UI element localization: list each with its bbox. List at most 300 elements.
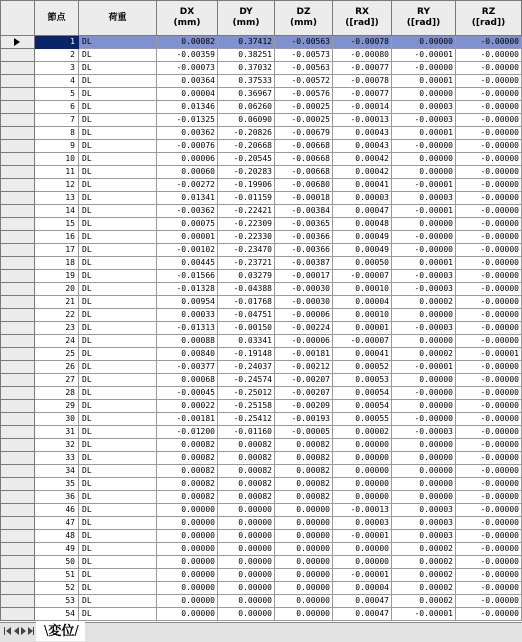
cell-load[interactable]: DL xyxy=(79,374,157,387)
row-header[interactable] xyxy=(1,140,35,153)
cell-rx[interactable]: -0.00078 xyxy=(333,75,392,88)
cell-rx[interactable]: -0.00077 xyxy=(333,62,392,75)
row-header[interactable] xyxy=(1,413,35,426)
cell-rx[interactable]: 0.00054 xyxy=(333,387,392,400)
row-header[interactable] xyxy=(1,465,35,478)
row-header[interactable] xyxy=(1,88,35,101)
row-header[interactable] xyxy=(1,322,35,335)
cell-dx[interactable]: 0.00000 xyxy=(157,595,218,608)
cell-dy[interactable]: 0.00082 xyxy=(218,439,275,452)
cell-load[interactable]: DL xyxy=(79,517,157,530)
table-row[interactable] xyxy=(1,387,522,400)
cell-dy[interactable]: -0.23470 xyxy=(218,244,275,257)
cell-dy[interactable]: -0.01159 xyxy=(218,192,275,205)
cell-dy[interactable]: 0.00082 xyxy=(218,452,275,465)
cell-dz[interactable]: 0.00000 xyxy=(275,556,333,569)
cell-rx[interactable]: 0.00004 xyxy=(333,296,392,309)
cell-ry[interactable]: 0.00000 xyxy=(392,36,456,49)
cell-node[interactable]: 28 xyxy=(35,387,79,400)
cell-ry[interactable]: 0.00000 xyxy=(392,491,456,504)
table-row[interactable] xyxy=(1,374,522,387)
cell-dz[interactable]: -0.00668 xyxy=(275,166,333,179)
row-header[interactable] xyxy=(1,335,35,348)
row-header[interactable] xyxy=(1,504,35,517)
cell-node[interactable]: 18 xyxy=(35,257,79,270)
cell-rz[interactable]: -0.00000 xyxy=(456,608,522,621)
cell-dx[interactable]: -0.00377 xyxy=(157,361,218,374)
cell-dx[interactable]: 0.00006 xyxy=(157,153,218,166)
cell-dx[interactable]: 0.00082 xyxy=(157,36,218,49)
cell-ry[interactable]: 0.00000 xyxy=(392,400,456,413)
cell-node[interactable]: 46 xyxy=(35,504,79,517)
cell-load[interactable]: DL xyxy=(79,166,157,179)
cell-ry[interactable]: 0.00000 xyxy=(392,166,456,179)
cell-dx[interactable]: 0.00000 xyxy=(157,543,218,556)
cell-rx[interactable]: 0.00010 xyxy=(333,309,392,322)
cell-rx[interactable]: 0.00049 xyxy=(333,231,392,244)
cell-node[interactable]: 22 xyxy=(35,309,79,322)
cell-rz[interactable]: -0.00000 xyxy=(456,140,522,153)
cell-ry[interactable]: 0.00000 xyxy=(392,153,456,166)
cell-load[interactable]: DL xyxy=(79,543,157,556)
cell-rz[interactable]: -0.00000 xyxy=(456,322,522,335)
table-row[interactable] xyxy=(1,166,522,179)
cell-rx[interactable]: -0.00001 xyxy=(333,530,392,543)
cell-rx[interactable]: -0.00014 xyxy=(333,101,392,114)
cell-load[interactable]: DL xyxy=(79,556,157,569)
table-row[interactable] xyxy=(1,75,522,88)
table-row[interactable] xyxy=(1,465,522,478)
table-row[interactable] xyxy=(1,114,522,127)
cell-rz[interactable]: -0.00000 xyxy=(456,413,522,426)
first-sheet-icon[interactable] xyxy=(6,627,11,635)
cell-rx[interactable]: 0.00042 xyxy=(333,153,392,166)
cell-ry[interactable]: 0.00000 xyxy=(392,335,456,348)
cell-dz[interactable]: -0.00207 xyxy=(275,387,333,400)
cell-node[interactable]: 27 xyxy=(35,374,79,387)
cell-dy[interactable]: 0.00000 xyxy=(218,504,275,517)
cell-rz[interactable]: -0.00000 xyxy=(456,231,522,244)
cell-dy[interactable]: -0.24574 xyxy=(218,374,275,387)
table-row[interactable] xyxy=(1,452,522,465)
cell-node[interactable]: 20 xyxy=(35,283,79,296)
row-header[interactable] xyxy=(1,439,35,452)
cell-load[interactable]: DL xyxy=(79,231,157,244)
cell-rx[interactable]: 0.00000 xyxy=(333,452,392,465)
cell-load[interactable]: DL xyxy=(79,569,157,582)
cell-load[interactable]: DL xyxy=(79,179,157,192)
cell-dz[interactable]: -0.00384 xyxy=(275,205,333,218)
cell-node[interactable]: 21 xyxy=(35,296,79,309)
cell-rx[interactable]: 0.00000 xyxy=(333,491,392,504)
col-header-ry[interactable] xyxy=(392,1,456,36)
cell-rz[interactable]: -0.00000 xyxy=(456,530,522,543)
row-header[interactable] xyxy=(1,127,35,140)
cell-dy[interactable]: -0.20283 xyxy=(218,166,275,179)
prev-sheet-icon[interactable] xyxy=(14,627,19,635)
cell-dx[interactable]: 0.00082 xyxy=(157,452,218,465)
cell-node[interactable]: 12 xyxy=(35,179,79,192)
cell-dy[interactable]: -0.25158 xyxy=(218,400,275,413)
cell-dy[interactable]: 0.36967 xyxy=(218,88,275,101)
table-row[interactable] xyxy=(1,608,522,621)
cell-ry[interactable]: 0.00003 xyxy=(392,530,456,543)
cell-rz[interactable]: -0.00000 xyxy=(456,335,522,348)
cell-load[interactable]: DL xyxy=(79,62,157,75)
cell-ry[interactable]: -0.00000 xyxy=(392,413,456,426)
cell-ry[interactable]: 0.00000 xyxy=(392,478,456,491)
cell-rz[interactable]: -0.00000 xyxy=(456,426,522,439)
cell-dz[interactable]: -0.00207 xyxy=(275,374,333,387)
cell-dz[interactable]: -0.00387 xyxy=(275,257,333,270)
cell-dx[interactable]: 0.00068 xyxy=(157,374,218,387)
cell-node[interactable]: 33 xyxy=(35,452,79,465)
cell-dx[interactable]: 0.00000 xyxy=(157,608,218,621)
cell-rx[interactable]: 0.00043 xyxy=(333,127,392,140)
cell-rz[interactable]: -0.00000 xyxy=(456,517,522,530)
cell-rx[interactable]: 0.00001 xyxy=(333,322,392,335)
cell-load[interactable]: DL xyxy=(79,400,157,413)
cell-dz[interactable]: 0.00000 xyxy=(275,569,333,582)
row-header[interactable] xyxy=(1,400,35,413)
cell-rz[interactable]: -0.00000 xyxy=(456,283,522,296)
cell-dz[interactable]: -0.00006 xyxy=(275,335,333,348)
cell-dz[interactable]: -0.00224 xyxy=(275,322,333,335)
cell-rx[interactable]: 0.00054 xyxy=(333,400,392,413)
table-row[interactable] xyxy=(1,153,522,166)
cell-rx[interactable]: 0.00047 xyxy=(333,608,392,621)
cell-node[interactable]: 34 xyxy=(35,465,79,478)
table-row[interactable] xyxy=(1,582,522,595)
cell-dz[interactable]: -0.00017 xyxy=(275,270,333,283)
cell-load[interactable]: DL xyxy=(79,491,157,504)
col-header-rx[interactable] xyxy=(333,1,392,36)
cell-dz[interactable]: -0.00006 xyxy=(275,309,333,322)
cell-dy[interactable]: 0.00000 xyxy=(218,582,275,595)
cell-ry[interactable]: 0.00003 xyxy=(392,101,456,114)
cell-dx[interactable]: 0.00000 xyxy=(157,569,218,582)
corner-header[interactable] xyxy=(1,1,35,36)
cell-ry[interactable]: -0.00003 xyxy=(392,322,456,335)
cell-dx[interactable]: -0.00362 xyxy=(157,205,218,218)
row-header[interactable] xyxy=(1,192,35,205)
cell-rx[interactable]: -0.00007 xyxy=(333,335,392,348)
row-header[interactable] xyxy=(1,75,35,88)
cell-node[interactable]: 52 xyxy=(35,582,79,595)
cell-node[interactable]: 48 xyxy=(35,530,79,543)
cell-load[interactable]: DL xyxy=(79,283,157,296)
cell-dz[interactable]: -0.00572 xyxy=(275,75,333,88)
cell-dz[interactable]: -0.00365 xyxy=(275,218,333,231)
cell-rz[interactable]: -0.00000 xyxy=(456,127,522,140)
cell-dy[interactable]: 0.00000 xyxy=(218,556,275,569)
cell-rz[interactable]: -0.00000 xyxy=(456,179,522,192)
cell-dz[interactable]: 0.00000 xyxy=(275,517,333,530)
cell-ry[interactable]: 0.00003 xyxy=(392,517,456,530)
cell-load[interactable]: DL xyxy=(79,530,157,543)
row-header[interactable] xyxy=(1,491,35,504)
cell-load[interactable]: DL xyxy=(79,101,157,114)
cell-node[interactable]: 9 xyxy=(35,140,79,153)
cell-dy[interactable]: 0.00000 xyxy=(218,517,275,530)
cell-dz[interactable]: 0.00000 xyxy=(275,543,333,556)
cell-node[interactable]: 29 xyxy=(35,400,79,413)
cell-node[interactable]: 24 xyxy=(35,335,79,348)
cell-dy[interactable]: -0.23721 xyxy=(218,257,275,270)
cell-load[interactable]: DL xyxy=(79,192,157,205)
cell-node[interactable]: 1 xyxy=(35,36,79,49)
cell-node[interactable]: 11 xyxy=(35,166,79,179)
cell-load[interactable]: DL xyxy=(79,335,157,348)
cell-dy[interactable]: -0.25012 xyxy=(218,387,275,400)
col-header-load[interactable]: 荷重 xyxy=(79,1,157,36)
cell-rx[interactable]: 0.00049 xyxy=(333,244,392,257)
col-header-dy[interactable] xyxy=(218,1,275,36)
table-row[interactable] xyxy=(1,283,522,296)
table-row[interactable] xyxy=(1,309,522,322)
cell-rz[interactable]: -0.00000 xyxy=(456,387,522,400)
cell-node[interactable]: 32 xyxy=(35,439,79,452)
table-row[interactable] xyxy=(1,361,522,374)
row-header[interactable] xyxy=(1,374,35,387)
cell-rx[interactable]: -0.00007 xyxy=(333,270,392,283)
row-header[interactable] xyxy=(1,153,35,166)
row-header[interactable] xyxy=(1,114,35,127)
cell-dy[interactable]: 0.06260 xyxy=(218,101,275,114)
cell-dx[interactable]: -0.00272 xyxy=(157,179,218,192)
cell-rz[interactable]: -0.00000 xyxy=(456,309,522,322)
table-row[interactable] xyxy=(1,127,522,140)
cell-dz[interactable]: -0.00680 xyxy=(275,179,333,192)
cell-rx[interactable]: 0.00048 xyxy=(333,218,392,231)
cell-load[interactable]: DL xyxy=(79,439,157,452)
cell-rz[interactable]: -0.00000 xyxy=(456,439,522,452)
cell-dz[interactable]: -0.00018 xyxy=(275,192,333,205)
table-row[interactable] xyxy=(1,556,522,569)
cell-node[interactable]: 3 xyxy=(35,62,79,75)
cell-dz[interactable]: -0.00563 xyxy=(275,62,333,75)
cell-dx[interactable]: -0.01200 xyxy=(157,426,218,439)
cell-node[interactable]: 17 xyxy=(35,244,79,257)
cell-dx[interactable]: 0.00362 xyxy=(157,127,218,140)
row-header[interactable] xyxy=(1,582,35,595)
cell-ry[interactable]: -0.00000 xyxy=(392,231,456,244)
cell-dx[interactable]: -0.00045 xyxy=(157,387,218,400)
cell-dy[interactable]: -0.01768 xyxy=(218,296,275,309)
cell-ry[interactable]: 0.00001 xyxy=(392,127,456,140)
cell-ry[interactable]: 0.00000 xyxy=(392,88,456,101)
cell-rx[interactable]: 0.00003 xyxy=(333,517,392,530)
cell-dz[interactable]: -0.00030 xyxy=(275,283,333,296)
cell-dz[interactable]: 0.00082 xyxy=(275,439,333,452)
table-row[interactable] xyxy=(1,101,522,114)
cell-rz[interactable]: -0.00000 xyxy=(456,218,522,231)
cell-dx[interactable]: 0.00033 xyxy=(157,309,218,322)
cell-rz[interactable]: -0.00000 xyxy=(456,49,522,62)
cell-dy[interactable]: 0.37412 xyxy=(218,36,275,49)
cell-ry[interactable]: 0.00000 xyxy=(392,374,456,387)
row-header[interactable] xyxy=(1,179,35,192)
next-sheet-icon[interactable] xyxy=(21,627,26,635)
row-header[interactable] xyxy=(1,101,35,114)
row-header[interactable] xyxy=(1,283,35,296)
cell-ry[interactable]: 0.00002 xyxy=(392,296,456,309)
cell-node[interactable]: 8 xyxy=(35,127,79,140)
cell-node[interactable]: 51 xyxy=(35,569,79,582)
cell-rz[interactable]: -0.00000 xyxy=(456,62,522,75)
cell-load[interactable]: DL xyxy=(79,504,157,517)
cell-ry[interactable]: 0.00000 xyxy=(392,465,456,478)
table-row[interactable] xyxy=(1,244,522,257)
cell-dx[interactable]: 0.00082 xyxy=(157,439,218,452)
cell-dy[interactable]: -0.22330 xyxy=(218,231,275,244)
cell-rz[interactable]: -0.00000 xyxy=(456,478,522,491)
cell-dx[interactable]: 0.00954 xyxy=(157,296,218,309)
cell-ry[interactable]: 0.00002 xyxy=(392,348,456,361)
cell-load[interactable]: DL xyxy=(79,452,157,465)
cell-dx[interactable]: 0.00840 xyxy=(157,348,218,361)
table-row[interactable] xyxy=(1,257,522,270)
cell-rz[interactable]: -0.00000 xyxy=(456,192,522,205)
table-row[interactable] xyxy=(1,504,522,517)
cell-dy[interactable]: -0.04388 xyxy=(218,283,275,296)
cell-ry[interactable]: -0.00001 xyxy=(392,49,456,62)
table-row[interactable] xyxy=(1,231,522,244)
cell-rz[interactable]: -0.00000 xyxy=(456,400,522,413)
cell-rz[interactable]: -0.00000 xyxy=(456,491,522,504)
cell-rx[interactable]: 0.00055 xyxy=(333,413,392,426)
cell-load[interactable]: DL xyxy=(79,218,157,231)
cell-dz[interactable]: -0.00679 xyxy=(275,127,333,140)
row-header[interactable] xyxy=(1,257,35,270)
row-header[interactable] xyxy=(1,62,35,75)
cell-load[interactable]: DL xyxy=(79,270,157,283)
cell-dy[interactable]: 0.00000 xyxy=(218,569,275,582)
cell-dy[interactable]: 0.37032 xyxy=(218,62,275,75)
row-header[interactable] xyxy=(1,387,35,400)
row-header[interactable] xyxy=(1,608,35,621)
cell-dz[interactable]: 0.00082 xyxy=(275,491,333,504)
cell-dy[interactable]: -0.00150 xyxy=(218,322,275,335)
cell-dy[interactable]: 0.06090 xyxy=(218,114,275,127)
table-row[interactable] xyxy=(1,439,522,452)
cell-rz[interactable]: -0.00000 xyxy=(456,257,522,270)
cell-load[interactable]: DL xyxy=(79,88,157,101)
cell-ry[interactable]: -0.00003 xyxy=(392,114,456,127)
cell-load[interactable]: DL xyxy=(79,75,157,88)
cell-load[interactable]: DL xyxy=(79,49,157,62)
table-row[interactable] xyxy=(1,569,522,582)
cell-ry[interactable]: 0.00003 xyxy=(392,192,456,205)
cell-node[interactable]: 5 xyxy=(35,88,79,101)
cell-dx[interactable]: 0.00060 xyxy=(157,166,218,179)
cell-load[interactable]: DL xyxy=(79,322,157,335)
cell-ry[interactable]: -0.00003 xyxy=(392,283,456,296)
cell-dx[interactable]: 0.00000 xyxy=(157,556,218,569)
cell-rx[interactable]: -0.00013 xyxy=(333,504,392,517)
table-row[interactable] xyxy=(1,192,522,205)
cell-load[interactable]: DL xyxy=(79,465,157,478)
cell-rz[interactable]: -0.00000 xyxy=(456,374,522,387)
cell-dy[interactable]: 0.00000 xyxy=(218,543,275,556)
row-header[interactable] xyxy=(1,49,35,62)
cell-rz[interactable]: -0.00000 xyxy=(456,114,522,127)
cell-ry[interactable]: 0.00000 xyxy=(392,309,456,322)
cell-dz[interactable]: -0.00576 xyxy=(275,88,333,101)
cell-dx[interactable]: -0.00076 xyxy=(157,140,218,153)
cell-ry[interactable]: 0.00002 xyxy=(392,595,456,608)
cell-rx[interactable]: 0.00000 xyxy=(333,478,392,491)
cell-rz[interactable]: -0.00000 xyxy=(456,582,522,595)
cell-dz[interactable]: -0.00193 xyxy=(275,413,333,426)
cell-rx[interactable]: 0.00004 xyxy=(333,582,392,595)
cell-load[interactable]: DL xyxy=(79,608,157,621)
cell-rx[interactable]: -0.00080 xyxy=(333,49,392,62)
cell-dz[interactable]: 0.00082 xyxy=(275,465,333,478)
table-row[interactable] xyxy=(1,218,522,231)
table-row[interactable] xyxy=(1,413,522,426)
cell-node[interactable]: 54 xyxy=(35,608,79,621)
cell-rx[interactable]: 0.00000 xyxy=(333,465,392,478)
table-row[interactable] xyxy=(1,400,522,413)
cell-dx[interactable]: 0.00022 xyxy=(157,400,218,413)
cell-dz[interactable]: -0.00573 xyxy=(275,49,333,62)
table-row[interactable] xyxy=(1,322,522,335)
cell-load[interactable]: DL xyxy=(79,296,157,309)
cell-dx[interactable]: 0.00364 xyxy=(157,75,218,88)
cell-load[interactable]: DL xyxy=(79,361,157,374)
cell-load[interactable]: DL xyxy=(79,114,157,127)
cell-load[interactable]: DL xyxy=(79,257,157,270)
cell-dx[interactable]: 0.00000 xyxy=(157,582,218,595)
cell-rz[interactable]: -0.00000 xyxy=(456,205,522,218)
cell-dx[interactable]: -0.01313 xyxy=(157,322,218,335)
cell-dz[interactable]: -0.00563 xyxy=(275,36,333,49)
table-row[interactable] xyxy=(1,62,522,75)
cell-dz[interactable]: 0.00082 xyxy=(275,452,333,465)
cell-ry[interactable]: -0.00001 xyxy=(392,608,456,621)
cell-dx[interactable]: 0.00000 xyxy=(157,504,218,517)
table-row[interactable] xyxy=(1,595,522,608)
table-row[interactable] xyxy=(1,517,522,530)
cell-ry[interactable]: -0.00003 xyxy=(392,426,456,439)
cell-dx[interactable]: 0.00075 xyxy=(157,218,218,231)
cell-dy[interactable]: -0.19906 xyxy=(218,179,275,192)
cell-ry[interactable]: 0.00002 xyxy=(392,582,456,595)
cell-node[interactable]: 50 xyxy=(35,556,79,569)
cell-node[interactable]: 2 xyxy=(35,49,79,62)
row-header[interactable] xyxy=(1,569,35,582)
cell-rz[interactable]: -0.00000 xyxy=(456,88,522,101)
cell-rx[interactable]: 0.00052 xyxy=(333,361,392,374)
cell-dz[interactable]: -0.00366 xyxy=(275,244,333,257)
cell-rx[interactable]: -0.00077 xyxy=(333,88,392,101)
cell-node[interactable]: 31 xyxy=(35,426,79,439)
cell-rz[interactable]: -0.00000 xyxy=(456,465,522,478)
cell-dy[interactable]: 0.37533 xyxy=(218,75,275,88)
cell-rx[interactable]: 0.00003 xyxy=(333,192,392,205)
table-row[interactable] xyxy=(1,296,522,309)
cell-ry[interactable]: -0.00000 xyxy=(392,387,456,400)
cell-node[interactable]: 25 xyxy=(35,348,79,361)
cell-ry[interactable]: 0.00002 xyxy=(392,569,456,582)
table-row[interactable] xyxy=(1,88,522,101)
cell-dy[interactable]: 0.38251 xyxy=(218,49,275,62)
cell-dz[interactable]: -0.00025 xyxy=(275,114,333,127)
cell-ry[interactable]: 0.00000 xyxy=(392,439,456,452)
cell-dy[interactable]: -0.22421 xyxy=(218,205,275,218)
cell-dx[interactable]: 0.01341 xyxy=(157,192,218,205)
